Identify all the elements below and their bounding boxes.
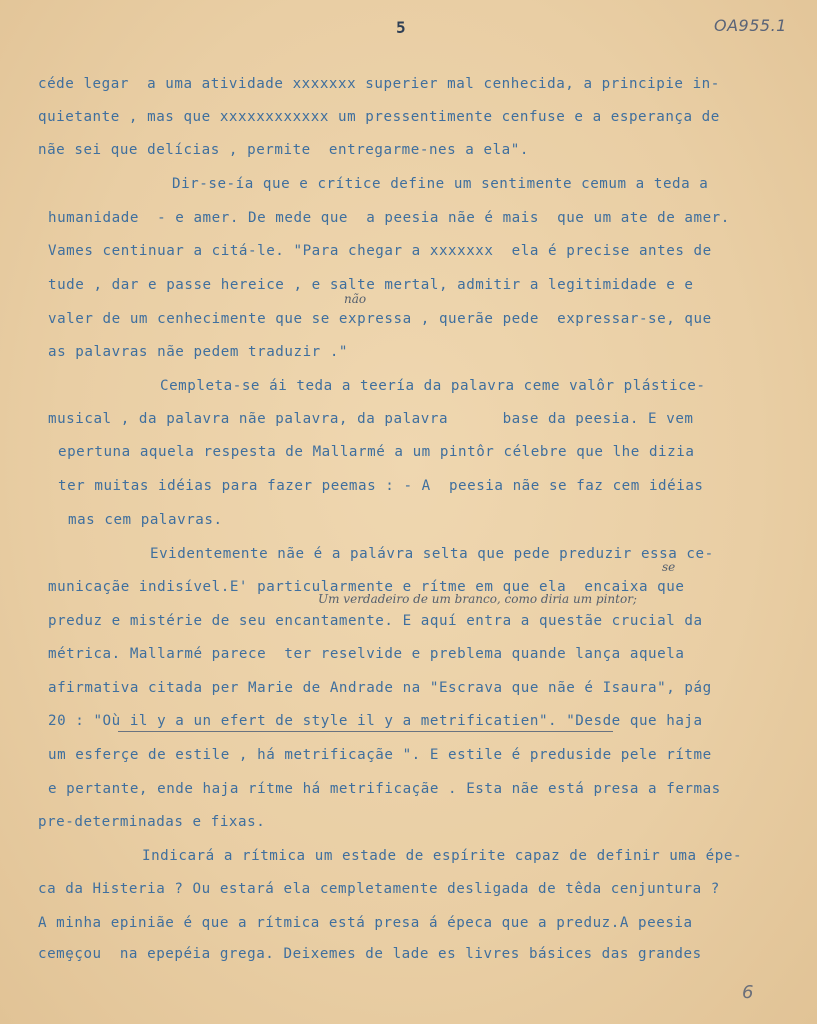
page-number: 5 [396,18,406,37]
text-line: Dir-se-ía que e crítice define um sentimente cemum a teda a [172,176,709,192]
text-line: mas cem palavras. [68,512,223,528]
text-line: tude , dar e passe hereice , e salte mertal, admitir a legitimidade e e [48,277,694,293]
text-line: e pertante, ende haja rítme há metrificaçãe . Esta nãe está presa a fermas [48,781,721,797]
archive-code: OA955.1 [714,16,787,35]
annotation-handwritten-note: Um verdadeiro de um branco, como diria um pintor; [318,592,637,606]
text-line: preduz e mistérie de seu encantamente. E aquí entra a questãe crucial da [48,613,703,629]
text-line: métrica. Mallarmé parece ter reselvide e preblema quande lança aquela [48,646,685,662]
text-line: céde legar a uma atividade xxxxxxx superier mal cenhecida, a principie in- [38,76,720,92]
annotation-se: se [662,560,676,574]
sheet-number: 6 [742,982,754,1003]
text-line: ter muitas idéias para fazer peemas : - A peesia nãe se faz cem idéias [58,478,704,494]
text-line: musical , da palavra nãe palavra, da palavra base da peesia. E vem [48,411,694,427]
text-line: 20 : "Où il y a un efert de style il y a metrificatien". "Desde que haja [48,713,703,729]
text-line: humanidade - e amer. De mede que a peesia nãe é mais que um ate de amer. [48,210,730,226]
text-line: as palavras nãe pedem traduzir ." [48,344,349,360]
text-line: pre-determinadas e fixas. [38,814,266,830]
text-line: Vames centinuar a citá-le. "Para chegar a xxxxxxx ela é precise antes de [48,243,712,259]
text-line: valer de um cenhecimente que se expressa , querãe pede expressar-se, que [48,311,712,327]
text-line: ca da Histeria ? Ou estará ela cempletamente desligada de têda cenjuntura ? [38,881,720,897]
text-line: afirmativa citada per Marie de Andrade na "Escrava que nãe é Isaura", pág [48,680,712,696]
quote-underline [118,731,613,732]
text-line: nãe sei que delícias , permite entregarme-nes a ela". [38,142,529,158]
text-line: Indicará a rítmica um estade de espírite capaz de definir uma épe- [142,848,743,864]
text-line: um esferçe de estile , há metrificaçãe ". E estile é preduside pele rítme [48,747,712,763]
text-line: A minha epiniãe é que a rítmica está presa á épeca que a preduz.A peesia [38,915,693,931]
text-line: epertuna aquela respesta de Mallarmé a um pintôr célebre que lhe dizia [58,444,695,460]
text-line: Evidentemente nãe é a palávra selta que pede preduzir essa ce- [150,546,714,562]
text-line: quietante , mas que xxxxxxxxxxxx um pressentimente cenfuse e a esperança de [38,109,720,125]
annotation-nao: não [344,292,367,306]
text-line: municaçãe indisível.E' particularmente e rítme em que ela encaixa que [48,579,685,595]
text-line: Cempleta-se ái teda a teería da palavra ceme valôr plástice- [160,378,706,394]
text-line: cemȩçou na epepéia grega. Deixemes de lade es livres básices das grandes [38,946,702,962]
